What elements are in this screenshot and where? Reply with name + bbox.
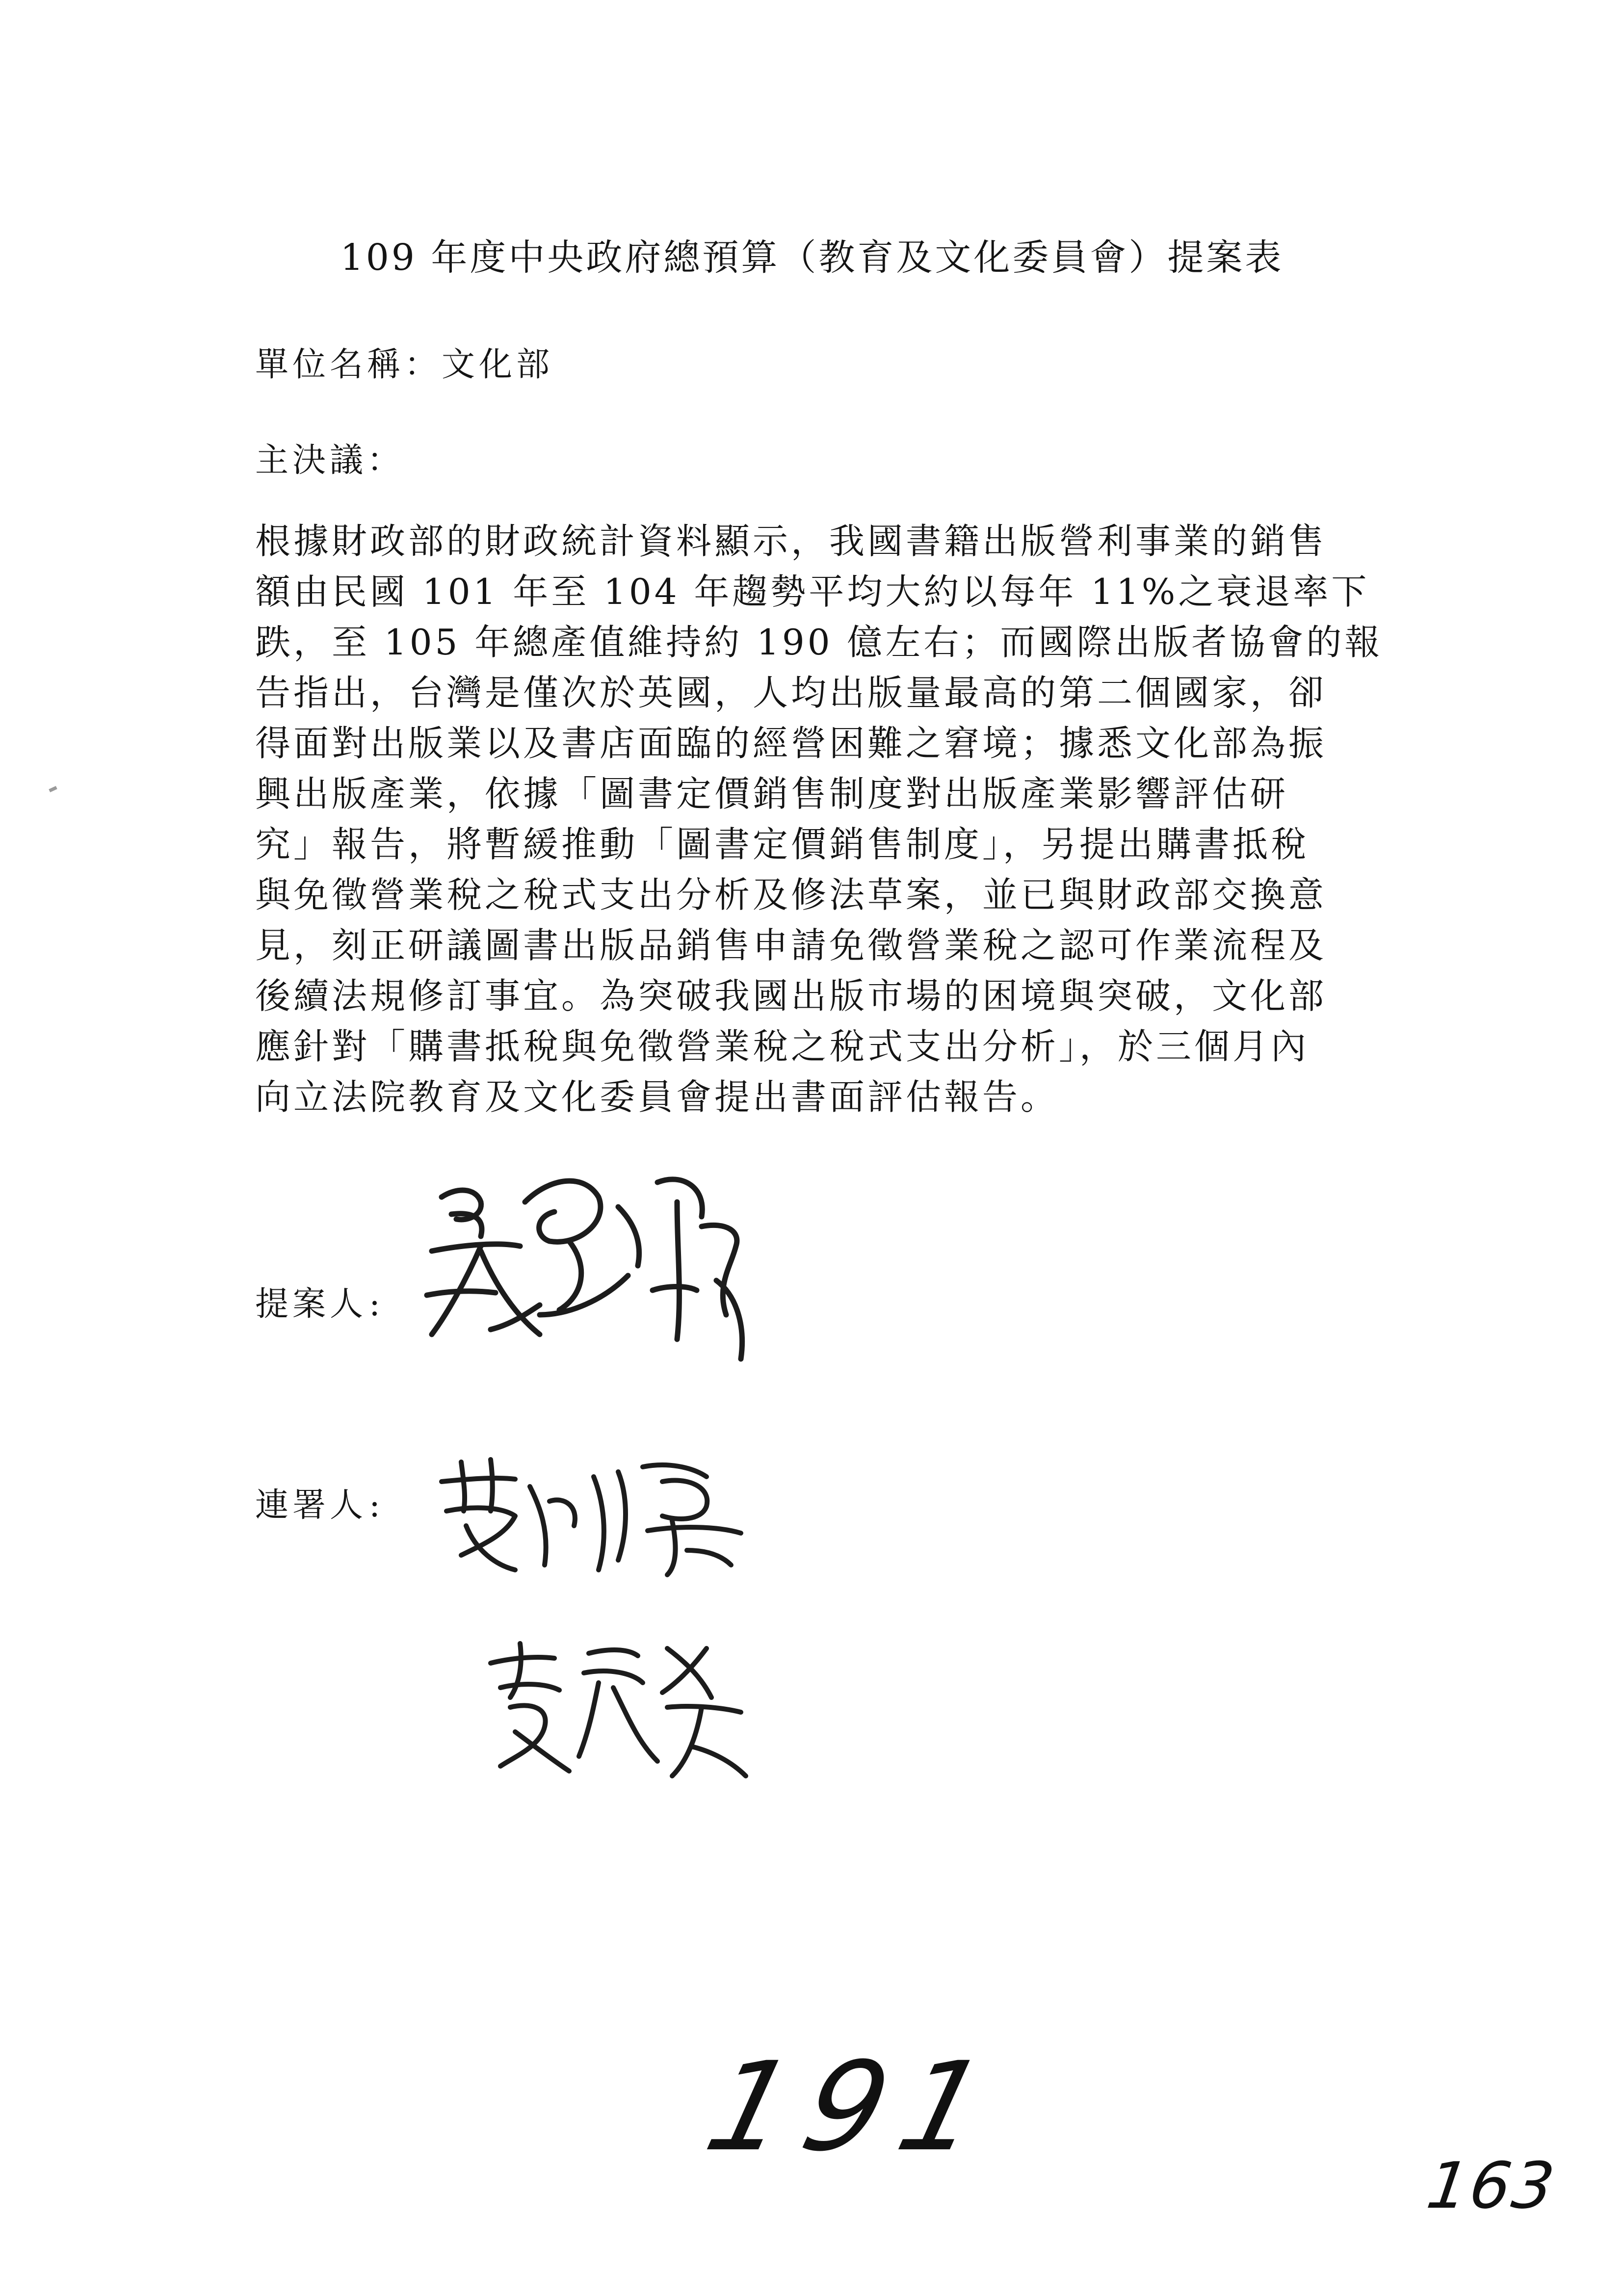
proposer-signature-name: 吳思瑤 xyxy=(422,1416,457,1430)
cosigner-colon: : xyxy=(369,1486,384,1525)
handwritten-page-number-center: 191 xyxy=(693,2035,1017,2178)
proposer-colon: : xyxy=(369,1285,384,1324)
resolution-line: 見，刻正研議圖書出版品銷售申請免徵營業稅之認可作業流程及 xyxy=(255,925,1327,966)
unit-name-label: 單位名稱： xyxy=(255,345,442,384)
resolution-label: 主決議： xyxy=(255,441,405,480)
resolution-line: 跌，至 105 年總產值維持約 190 億左右；而國際出版者協會的報 xyxy=(255,622,1383,663)
resolution-line: 究」報告，將暫緩推動「圖書定價銷售制度」，另提出購書抵稅 xyxy=(255,824,1310,865)
cosigner-signature-1-name: 蔡培慧 xyxy=(432,1583,467,1596)
cosigner-signature-1 xyxy=(432,1452,746,1596)
resolution-line: 後續法規修訂事宜。為突破我國出版市場的困境與突破，文化部 xyxy=(255,975,1327,1017)
resolution-line: 與免徵營業稅之稅式支出分析及修法草案，並已與財政部交換意 xyxy=(255,874,1327,915)
cosigner-signature-2-name: 李麗芬 xyxy=(481,1784,516,1798)
resolution-line: 興出版產業，依據「圖書定價銷售制度對出版產業影響評估研 xyxy=(255,773,1289,814)
resolution-line: 額由民國 101 年至 104 年趨勢平均大約以每年 11%之衰退率下 xyxy=(255,571,1370,612)
resolution-line: 得面對出版業以及書店面臨的經營困難之窘境；據悉文化部為振 xyxy=(255,723,1327,764)
cosigner-label: 連署人 xyxy=(255,1486,367,1525)
scan-speck xyxy=(49,786,57,792)
proposer-field xyxy=(255,1285,384,1324)
resolution-line: 根據財政部的財政統計資料顯示，我國書籍出版營利事業的銷售 xyxy=(255,521,1327,562)
document-title: 109 年度中央政府總預算（教育及文化委員會）提案表 xyxy=(340,236,1284,279)
unit-name-field xyxy=(255,345,554,384)
proposer-signature xyxy=(422,1168,775,1430)
unit-name-value: 文化部 xyxy=(442,345,554,384)
cosigner-signature-2 xyxy=(481,1634,756,1798)
handwritten-page-number-corner: 163 xyxy=(1422,2148,1561,2223)
resolution-line: 向立法院教育及文化委員會提出書面評估報告。 xyxy=(255,1076,1059,1118)
resolution-line: 告指出，台灣是僅次於英國，人均出版量最高的第二個國家，卻 xyxy=(255,672,1327,713)
resolution-text xyxy=(255,516,1383,1122)
cosigner-field xyxy=(255,1486,384,1525)
resolution-line: 應針對「購書抵稅與免徵營業稅之稅式支出分析」，於三個月內 xyxy=(255,1026,1310,1067)
proposer-label: 提案人 xyxy=(255,1285,367,1324)
